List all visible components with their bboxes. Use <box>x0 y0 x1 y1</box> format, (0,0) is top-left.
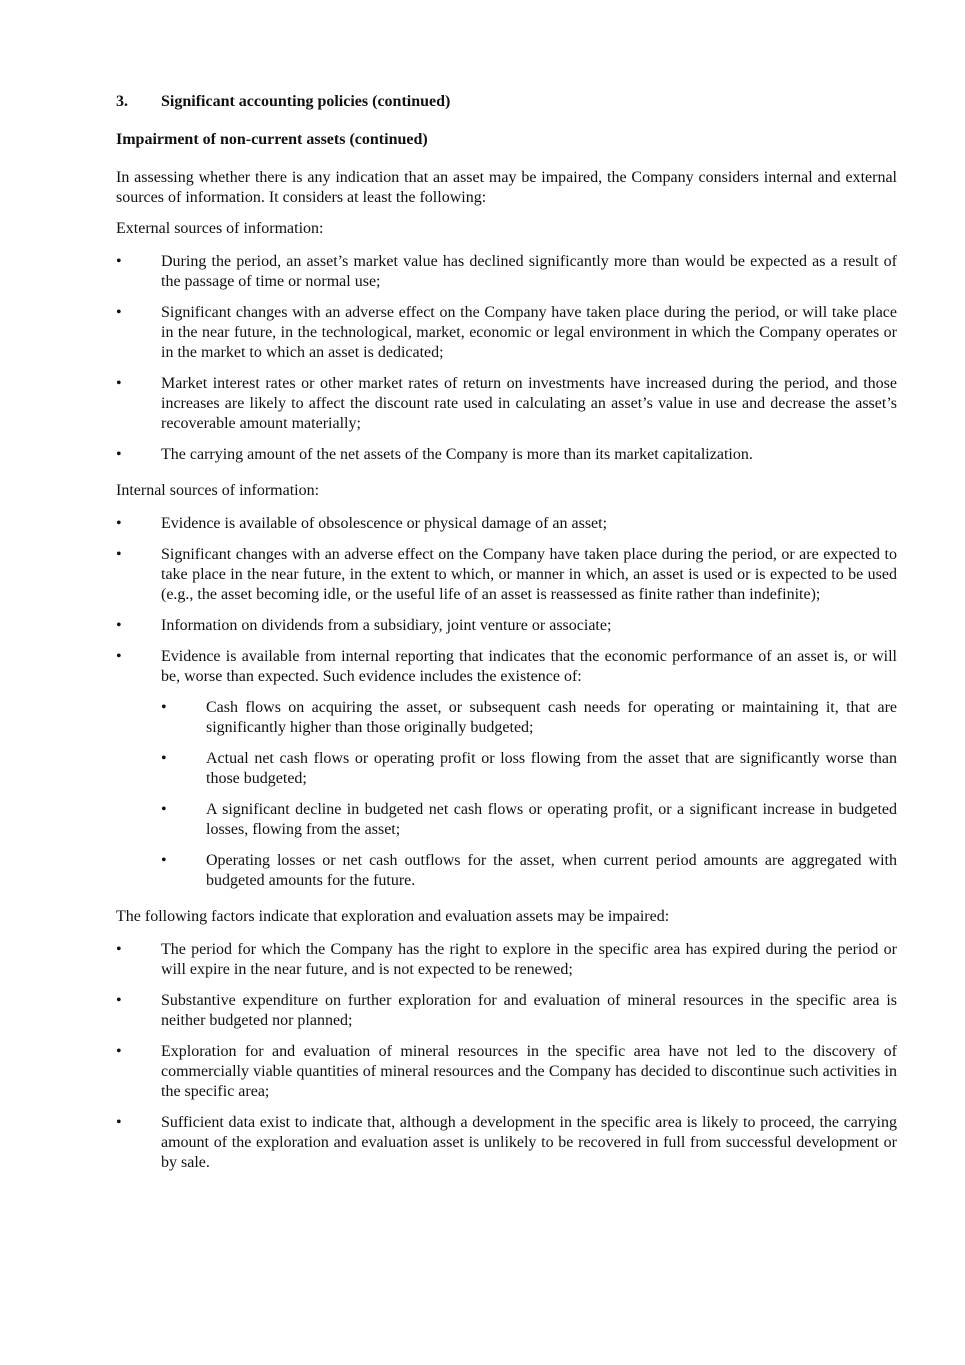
list-item <box>116 545 897 605</box>
sub-list-item-text: Cash flows on acquiring the asset, or subsequent cash needs for operating or maintaining it, that are significantly higher than those originally budgeted; <box>206 699 897 736</box>
bullet-icon: • <box>116 304 122 321</box>
list-item <box>116 616 897 636</box>
list-item-text: Significant changes with an adverse effect on the Company have taken place during the period, or will take place in the near future, in the technological, market, economic or legal environment in which the Company operates or in the market to which an asset is dedicated; <box>161 304 897 361</box>
internal-sources-label: Internal sources of information: <box>116 482 320 499</box>
list-item-text: Substantive expenditure on further exploration for and evaluation of mineral resources in the specific area is neither budgeted nor planned; <box>161 992 897 1029</box>
list-item <box>116 374 897 434</box>
section-heading <box>116 92 897 112</box>
bullet-icon: • <box>116 253 122 270</box>
document-page <box>116 92 897 1184</box>
list-item <box>116 1113 897 1173</box>
bullet-icon: • <box>116 992 122 1009</box>
list-item-text: Market interest rates or other market rates of return on investments have increased during the period, and those increases are likely to affect the discount rate used in calculating an asset’s value in use and decrease the asset’s recoverable amount materially; <box>161 375 897 432</box>
list-item-text: Exploration for and evaluation of mineral resources in the specific area have not led to the discovery of commercially viable quantities of mineral resources and the Company has decided to discontinue such activities in the specific area; <box>161 1043 897 1100</box>
bullet-icon: • <box>161 699 167 716</box>
bullet-icon: • <box>116 546 122 563</box>
list-item-text: The carrying amount of the net assets of the Company is more than its market capitalization. <box>161 446 753 463</box>
section-number: 3. <box>116 93 128 110</box>
list-item-text: Significant changes with an adverse effect on the Company have taken place during the period, or are expected to take place in the near future, in the extent to which, or manner in which, an asset is used or is expected to be used (e.g., the asset becoming idle, or the useful life of an asset is reassessed as finite rather than indefinite); <box>161 546 897 603</box>
bullet-icon: • <box>116 1043 122 1060</box>
bullet-icon: • <box>161 852 167 869</box>
subheading: Impairment of non-current assets (continued) <box>116 131 428 148</box>
bullet-icon: • <box>116 941 122 958</box>
bullet-icon: • <box>116 446 122 463</box>
sub-list-item <box>161 800 897 840</box>
sub-list-item <box>161 749 897 789</box>
list-item-text: During the period, an asset’s market value has declined significantly more than would be expected as a result of the passage of time or normal use; <box>161 253 897 290</box>
sub-list-item-text: A significant decline in budgeted net cash flows or operating profit, or a significant increase in budgeted losses, flowing from the asset; <box>206 801 897 838</box>
bullet-icon: • <box>116 1114 122 1131</box>
list-item <box>116 445 897 465</box>
sub-list-item-text: Actual net cash flows or operating profit or loss flowing from the asset that are significantly worse than those budgeted; <box>206 750 897 787</box>
sub-list-item <box>161 698 897 738</box>
list-item <box>116 303 897 363</box>
list-item-text: Evidence is available from internal reporting that indicates that the economic performance of an asset is, or will be, worse than expected. Such evidence includes the existence of: <box>161 648 897 685</box>
internal-sources-list <box>116 514 897 891</box>
section-title: Significant accounting policies (continued) <box>161 93 451 110</box>
evidence-sub-list <box>161 698 897 891</box>
exploration-factors-list <box>116 940 897 1173</box>
intro-paragraph: In assessing whether there is any indication that an asset may be impaired, the Company considers internal and external sources of information. It considers at least the following: <box>116 169 897 206</box>
bullet-icon: • <box>161 801 167 818</box>
bullet-icon: • <box>116 648 122 665</box>
exploration-factors-label: The following factors indicate that exploration and evaluation assets may be impaired: <box>116 908 670 925</box>
bullet-icon: • <box>116 375 122 392</box>
list-item-text: Information on dividends from a subsidiary, joint venture or associate; <box>161 617 612 634</box>
list-item-text: The period for which the Company has the right to explore in the specific area has expired during the period or will expire in the near future, and is not expected to be renewed; <box>161 941 897 978</box>
list-item-text: Evidence is available of obsolescence or physical damage of an asset; <box>161 515 608 532</box>
external-sources-list <box>116 252 897 465</box>
list-item <box>116 1042 897 1102</box>
list-item-text: Sufficient data exist to indicate that, although a development in the specific area is likely to proceed, the carrying amount of the exploration and evaluation asset is unlikely to be recovered in full from successful development or by sale. <box>161 1114 897 1171</box>
list-item <box>116 940 897 980</box>
bullet-icon: • <box>116 617 122 634</box>
bullet-icon: • <box>116 515 122 532</box>
list-item <box>116 991 897 1031</box>
list-item <box>116 647 897 891</box>
sub-list-item-text: Operating losses or net cash outflows for the asset, when current period amounts are aggregated with budgeted amounts for the future. <box>206 852 897 889</box>
bullet-icon: • <box>161 750 167 767</box>
sub-list-item <box>161 851 897 891</box>
list-item <box>116 252 897 292</box>
external-sources-label: External sources of information: <box>116 220 324 237</box>
list-item <box>116 514 897 534</box>
